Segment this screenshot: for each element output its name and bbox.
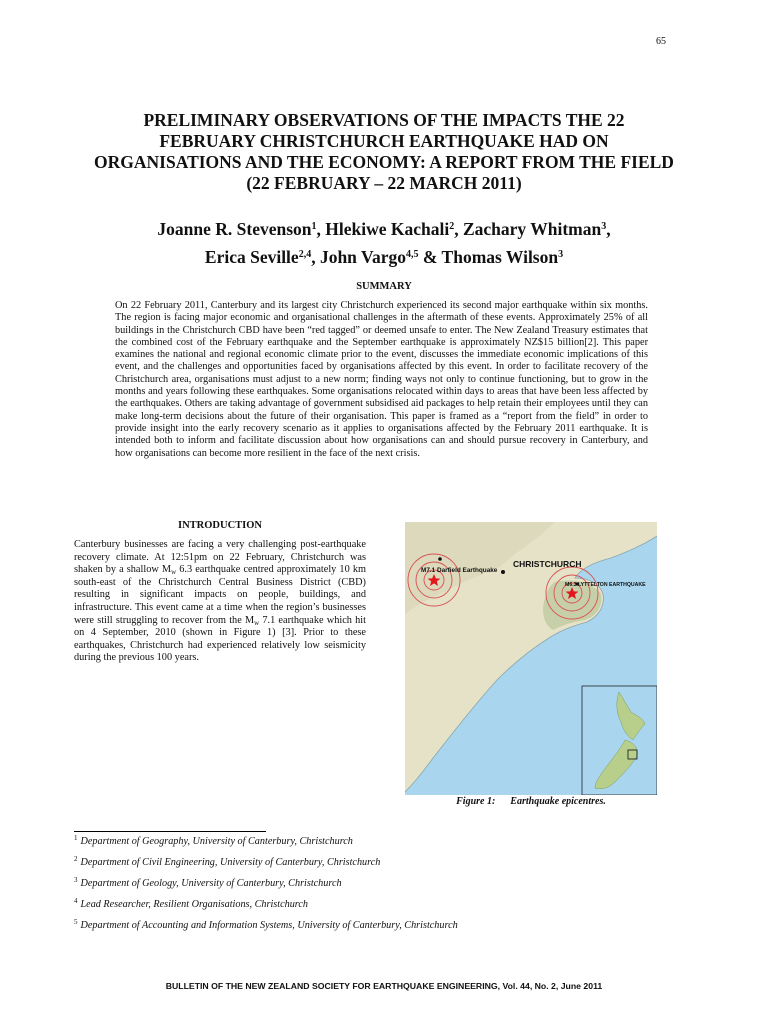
title-line: FEBRUARY CHRISTCHURCH EARTHQUAKE HAD ON	[159, 131, 609, 151]
author-affiliation: 2	[449, 221, 455, 232]
summary-heading: SUMMARY	[356, 281, 412, 292]
author-name: Thomas Wilson	[441, 247, 559, 267]
footnote-text: Lead Researcher, Resilient Organisations, Christchurch	[80, 899, 308, 910]
author-separator: &	[418, 247, 442, 267]
footnote-number: 3	[74, 876, 78, 884]
footnote-text: Department of Geology, University of Canterbury, Christchurch	[80, 878, 342, 889]
author-name: John Vargo	[319, 247, 407, 267]
footnote-number: 1	[74, 834, 78, 842]
footnote	[74, 836, 674, 857]
footnote-number: 4	[74, 897, 78, 905]
author-name: Erica Seville	[204, 247, 299, 267]
title-line: PRELIMINARY OBSERVATIONS OF THE IMPACTS THE 22	[143, 110, 625, 130]
footnote	[74, 920, 674, 941]
journal-footer: BULLETIN OF THE NEW ZEALAND SOCIETY FOR EARTHQUAKE ENGINEERING, Vol. 44, No. 2, June 2011	[165, 981, 603, 991]
intro-text-part: Canterbury businesses are facing a very challenging post-earthquake recovery climate. At 12:51pm on 22 February, Christchurch was shaken by a shallow M	[74, 539, 366, 576]
figure-caption: Figure 1: Earthquake epicentres.	[456, 796, 606, 807]
paper-title	[60, 110, 708, 194]
author-line	[60, 215, 708, 243]
author-affiliation: 3	[601, 221, 607, 232]
author-name: Hlekiwe Kachali	[325, 219, 450, 239]
footnote-divider	[74, 831, 266, 832]
footnote-text: Department of Civil Engineering, University of Canterbury, Christchurch	[80, 857, 381, 868]
author-separator: ,	[454, 219, 463, 239]
author-name: Zachary Whitman	[462, 219, 602, 239]
title-line: ORGANISATIONS AND THE ECONOMY: A REPORT FROM THE FIELD	[94, 152, 674, 172]
footnote-text: Department of Geography, University of Canterbury, Christchurch	[80, 836, 353, 847]
author-line	[60, 243, 708, 271]
author-separator: ,	[606, 219, 611, 239]
author-affiliation: 1	[311, 221, 317, 232]
footnote	[74, 899, 674, 920]
footnote-number: 5	[74, 918, 78, 926]
author-affiliation: 3	[558, 249, 564, 260]
summary-text: On 22 February 2011, Canterbury and its largest city Christchurch experienced its second major earthquake within six months. The region is facing major economic and organisational challenges in the aftermath of these events. Approximately 25% of all buildings in the Christchurch CBD have been “red tagged” or deemed unsafe to enter. The New Zealand Treasury estimates that the combined cost of the February earthquake and the September earthquake is approximately NZ$15 billion[2]. This paper examines the national and regional economic climate prior to the event, discusses the immediate economic implications of this event, and the challenges and opportunities faced by organisations affected by this event. In order to facilitate recovery of the Christchurch area, organisations must adjust to a new norm; finding ways not only to continue functioning, but to grow in the months and years following these earthquakes. Some organisations relocated within days to areas that have been less affected by the earthquakes. Others are taking advantage of government subsidised aid packages to help retain their employees until they can make long-term decisions about the future of their organisation. This paper is framed as a “report from the field” in order to provide insight into the early recovery scenario as it applies to organisations affected by the February 2011 earthquake. It is intended both to inform and facilitate discussion about how organisations can and should pursue recovery in Canterbury, and how organisations can become more resilient in the face of the next crisis.	[115, 300, 648, 459]
magnitude-subscript: w	[171, 568, 177, 577]
footnote	[74, 857, 674, 878]
christchurch-label: CHRISTCHURCH	[513, 559, 582, 569]
footnote	[74, 878, 674, 899]
footnote-text: Department of Accounting and Information Systems, University of Canterbury, Christchurch	[80, 920, 458, 931]
author-list	[60, 215, 708, 271]
lyttelton-label: M6.3 LYTTELTON EARTHQUAKE	[565, 582, 646, 588]
page-number: 65	[656, 36, 666, 47]
author-separator: ,	[316, 219, 326, 239]
intro-text-part: 7.1 earthquake which hit on 4 September, 2010 (shown in Figure 1) [3]. Prior to these earthquakes, Christchurch had experienced relatively low seismicity during the previous 100 years.	[74, 614, 366, 664]
author-name: Joanne R. Stevenson	[157, 219, 312, 239]
introduction-heading: INTRODUCTION	[177, 520, 262, 531]
title-line: (22 FEBRUARY – 22 MARCH 2011)	[246, 173, 522, 193]
author-separator: ,	[311, 247, 320, 267]
christchurch-marker	[501, 570, 505, 574]
town-marker	[438, 557, 442, 561]
magnitude-subscript: w	[254, 618, 260, 627]
author-affiliation: 2,4	[298, 249, 312, 260]
footnote-list	[74, 836, 674, 941]
introduction-text	[74, 539, 366, 665]
epicentre-map	[405, 522, 657, 795]
intro-text-part: 6.3 earthquake centred approximately 10 km south-east of the Christchurch Central Business District (CBD) resulting in significant impacts on people, buildings, and infrastructure. This event came at a time when the region’s businesses were still struggling to recover from the M	[74, 564, 366, 626]
author-affiliation: 4,5	[406, 249, 419, 260]
darfield-label: M7.1 Darfield Earthquake	[421, 567, 498, 574]
footnote-number: 2	[74, 855, 78, 863]
